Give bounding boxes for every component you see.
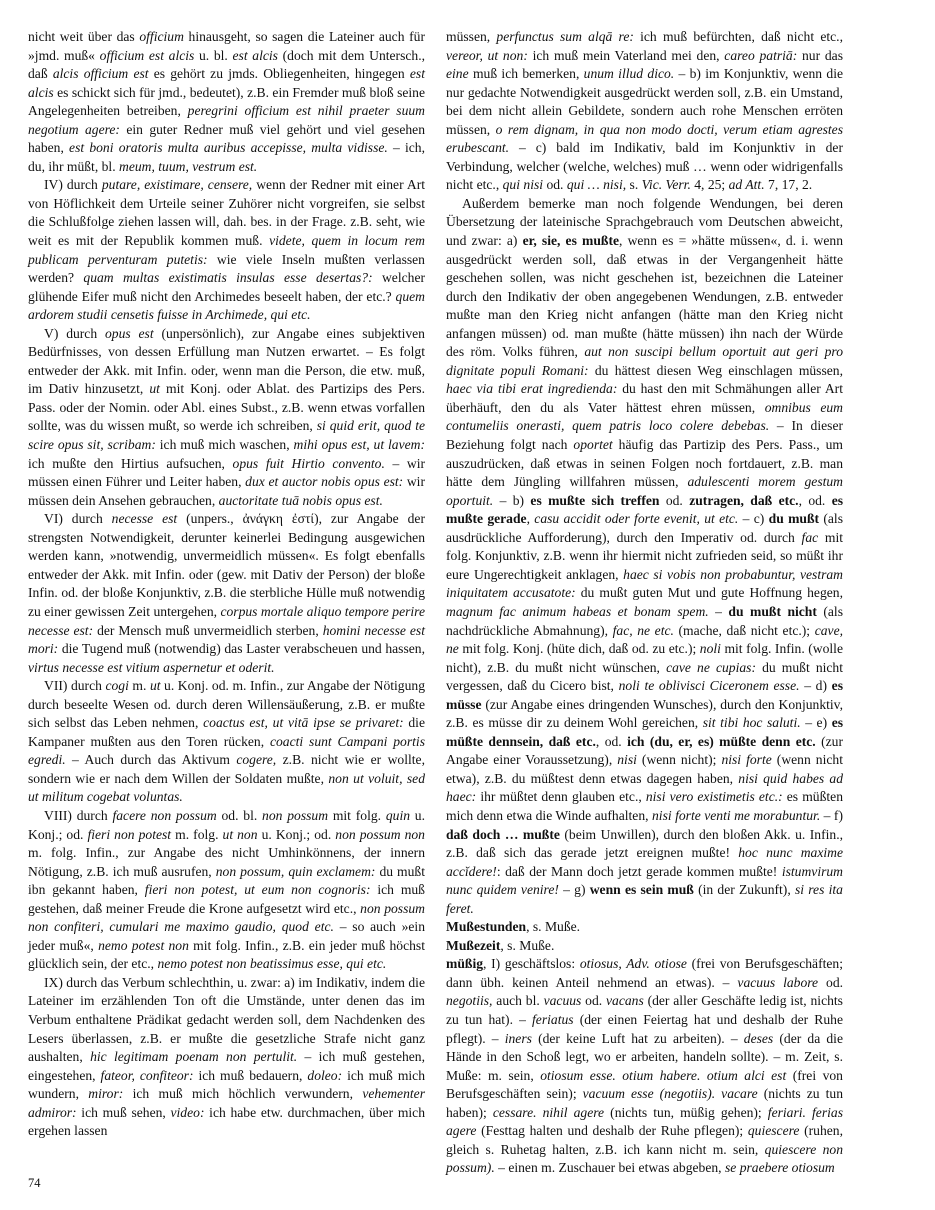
- left-column-paragraph: VI) durch necesse est (unpers., ἀνάγκη ἐστί), zur Angabe der strengsten Notwendigkeit, derunter keinerlei Bedingung ausgewichen werden kann, »notwendig, unvermeidlich müssen«. Es folgt ebenfalls entweder der Akk. mit Infin. oder (gew. mit Dativ der Person) der bloße Infin. od. der bloße Konjunktiv, z.B. die sterbliche Hülle muß notwendig zu einer gewissen Zeit untergehen, corpus mortale aliquo tempore perire necesse est: der Mensch muß unvermeidlich sterben, homini necesse est mori: die Tugend muß (notwendig) das Laster verabscheuen und hassen, virtus necesse est vitium aspernetur et oderit.: [28, 511, 426, 675]
- left-column-paragraph: VII) durch cogi m. ut u. Konj. od. m. Infin., zur Angabe der Nötigung durch beseelte Wesen od. durch deren Willensäußerung, z.B. er mußte sich selbst das Leben nehmen, coactus est, ut vitā ipse se privaret: die Kampaner mußten aus den Toren rücken, coacti sunt Campani portis egredi. – Auch durch das Aktivum cogere, z.B. nicht wie er wollte, sondern wie er nach dem Willen der Soldaten mußte, non ut voluit, sed ut militum cogebat voluntas.: [28, 678, 425, 805]
- right-column-paragraph: Mußezeit, s. Muße.: [446, 937, 555, 953]
- left-column-paragraph: VIII) durch facere non possum od. bl. non possum mit folg. quin u. Konj.; od. fieri non potest m. folg. ut non u. Konj.; od. non possum non m. folg. Infin., zur Angabe des nicht Umhinkönnens, der innern Nötigung, z.B. ich muß ausrufen, non possum, quin exclamem: du mußt ibn gekannt haben, fieri non potest, ut eum non cognoris: ich muß gestehen, daß meiner Freude die Krone aufgesetzt wird etc., non possum non confiteri, cumulari me maximo gaudio, quod etc. – so auch »ein jeder muß«, nemo potest non mit folg. Infin., z.B. ein jeder muß höchst glücklich sein, der etc., nemo potest non beatissimus esse, qui etc.: [28, 807, 426, 972]
- right-column-paragraph: Außerdem bemerke man noch folgende Wendungen, bei deren Übersetzung der lateinische Sprachgebrauch vom Deutschen abweicht, und zwar: a) er, sie, es mußte, wenn es = »hätte müssen«, d. i. wenn ausgedrückt werden soll, daß etwas in der Vergangenheit hätte geschehen sollen, was nicht geschehen ist, bezeichnen die Lateiner durch den Indikativ der oben angegebenen Wendungen, z.B. entweder mußte man den Krieg nicht anfangen (hätte man den Krieg nicht anfangen müssen) od. man mußte (hätte müssen) ihn nach der Würde des röm. Volks führen, aut non suscipi bellum oportuit aut geri pro dignitate populi Romani: du hättest diesen Weg einschlagen müssen, haec via tibi erat ingredienda: du hast den mit Schmähungen aller Art überhäuft, den du als Vater hättest ehren müssen, omnibus eum contumeliis onerasti, quem patris loco colere debebas. – In dieser Beziehung folgt nach oportet häufig das Partizip des Pers. Pass., um auszudrücken, daß etwas in seinen Folgen noch fortdauert, z.B. man hätte dem Jüngling willfahren müssen, adulescenti morem gestum oportuit. – b) es mußte sich treffen od. zutragen, daß etc., od. es mußte gerade, casu accidit oder forte evenit, ut etc. – c) du mußt (als ausdrückliche Aufforderung), durch den Imperativ od. durch fac mit folg. Konjunktiv, z.B. wenn ihr hiermit nicht zufrieden seid, so müßt ihr eure Ungerechtigkeit anklagen, haec si vobis non probabuntur, vestram iniquitatem accusatote: du mußt guten Mut und gute Hoffnung hegen, magnum fac animum habeas et bonam spem. – du mußt nicht (als nachdrückliche Abmahnung), fac, ne etc. (mache, daß nicht etc.); cave, ne mit folg. Konj. (hüte dich, daß od. zu etc.); noli mit folg. Infin. (wolle nicht), z.B. du mußt nicht wünschen, cave ne cupias: du mußt nicht vergessen, daß du Cicero bist, noli te oblivisci Ciceronem esse. – d) es müsse (zur Angabe eines dringenden Wunsches), durch den Konjunktiv, z.B. es müsse dir zu deinem Wohl gereichen, sit tibi hoc saluti. – e) es müßte dennsein, daß etc., od. ich (du, er, es) müßte denn etc. (zur Angabe einer Voraussetzung), nisi (wenn nicht); nisi forte (wenn nicht etwa), z.B. du müßtest denn etwas dagegen haben, nisi quid habes ad haec: ihr müßtet denn glauben etc., nisi vero existimetis etc.: es müßten mich denn etwa die Winde aufhalten, nisi forte venti me morabuntur. – f) daß doch … mußte (beim Unwillen), durch den bloßen Akk. u. Infin., z.B. daß sich das gerade jetzt ereignen mußte! hoc nunc maxime accĭdere!: daß der Mann doch jetzt gerade kommen mußte! istumvirum nunc quidem venire! – g) wenn es sein muß (in der Zukunft), si res ita feret.: [446, 195, 844, 916]
- left-column-paragraph: IV) durch putare, existimare, censere, wenn der Redner mit einer Art von Höflichkeit dem Urteile seiner Zuhörer nicht vorgreifen, sie selbst die Schlußfolge ziehen lassen will, dah. bes. in der Frage. z.B. seht, wie weit es mit der Republik kommen muß. videte, quem in locum rem publicam perventuram putetis: wie viele Inseln mußten verlassen werden? quam multas existimatis insulas esse desertas?: welcher glühende Eifer muß nicht den Archimedes beseelt haben, der etc.? quem ardorem studii censetis fuisse in Archimede, qui etc.: [28, 177, 426, 323]
- left-column-paragraph: nicht weit über das officium hinausgeht, so sagen die Lateiner auch für »jmd. muß« officium est alcis u. bl. est alcis (doch mit dem Untersch., daß alcis officium est es gehört zu jmds. Obliegenheiten, hingegen est alcis es schickt sich für jmd., bedeutet), z.B. ein Fremder muß bloß seine Angelegenheiten betreiben, peregrini officium est nihil praeter suum negotium agere: ein guter Redner muß viel gehört und viel gesehen haben, est boni oratoris multa auribus accepisse, multa vidisse. – ich, du, ihr müßt, bl. meum, tuum, vestrum est.: [28, 29, 425, 174]
- left-column-paragraph: V) durch opus est (unpersönlich), zur Angabe eines subjektiven Bedürfnisses, von dessen Erfüllung man Nutzen erwartet. – Es folgt entweder der Akk. mit Infin. oder, wenn man die Person, die etw. muß, im Dativ hinzusetzt, ut mit Konj. oder Ablat. des Partizips des Pers. Pass. oder der Nomin. oder Abl. eines Subst., z.B. wenn etwas vorfallen sollte, was du wissen mußt, so werde ich schreiben, si quid erit, quod te scire opus sit, scribam: ich muß mich waschen, mihi opus est, ut lavem: ich mußte den Hirtius aufsuchen, opus fuit Hirtio convento. – wir müssen einen Führer und Leiter haben, dux et auctor nobis opus est: wir müssen dein Ansehen gebrauchen, auctoritate tuā nobis opus est.: [28, 325, 426, 508]
- right-column-paragraph: Mußestunden, s. Muße.: [446, 919, 581, 935]
- left-column-paragraph: IX) durch das Verbum schlechthin, u. zwar: a) im Indikativ, indem die Lateiner im erzählenden Ton oft die Umstände, unter denen das im Verbum enthaltene Prädikat gedacht werden soll, dem Nachdenken des Lesers überlassen, z.B. er mußte die gesetzliche Strafe nicht ganz aushalten, hic legitimam poenam non pertulit. – ich muß gestehen, eingestehen, fateor, confiteor: ich muß bedauern, doleo: ich muß mich wundern, miror: ich muß mich höchlich verwundern, vehementer admiror: ich muß sehen, video: ich habe etw. durchmachen, über mich ergehen lassen: [28, 974, 426, 1139]
- right-column: [446, 28, 843, 1178]
- right-column-paragraph: müssen, perfunctus sum alqā re: ich muß befürchten, daß nicht etc., vereor, ut non: ich muß mein Vaterland mei den, careo patriā: nur das eine muß ich bemerken, unum illud dico. – b) im Konjunktiv, wenn die nur gedachte Notwendigkeit ausgedrückt werden soll, z.B. ein Umstand, bei dem nicht allein Gebildete, sondern auch rohe Menschen erröten müssen, o rem dignam, in qua non modo docti, verum etiam agrestes erubescant. – c) bald im Indikativ, bald im Konjunktiv in der Verbindung, welcher (welche, welches) muß … wenn oder widrigenfalls nicht etc., qui nisi od. qui … nisi, s. Vic. Verr. 4, 25; ad Att. 7, 17, 2.: [446, 29, 844, 193]
- page-number: 74: [28, 1176, 41, 1190]
- left-column: [28, 28, 425, 1141]
- dictionary-page: [28, 28, 908, 1176]
- right-column-paragraph: müßig, I) geschäftslos: otiosus, Adv. otiose (frei von Berufsgeschäften; dann übh. keinen Anteil nehmend an etwas). – vacuus labore od. negotiis, auch bl. vacuus od. vacans (der aller Geschäfte ledig ist, nichts zu tun hat). – feriatus (der einen Feiertag hat und deshalb der Ruhe pflegt). – iners (der keine Luft hat zu arbeiten). – deses (der da die Hände in den Schoß legt, wo er arbeiten, handeln sollte). – m. Zeit, s. Muße: m. sein, otiosum esse. otium habere. otium alci est (frei von Berufsgeschäften sein); vacuum esse (negotiis). vacare (nichts zu tun haben); cessare. nihil agere (nichts tun, müßig gehen); feriari. ferias agere (Festtag halten und deshalb der Ruhe pflegen); quiescere (ruhen, gleich s. Ruhetag halten, z.B. ich kann nicht m. sein, quiescere non possum). – einen m. Zuschauer bei etwas abgeben, se praebere otiosum: [446, 956, 844, 1176]
